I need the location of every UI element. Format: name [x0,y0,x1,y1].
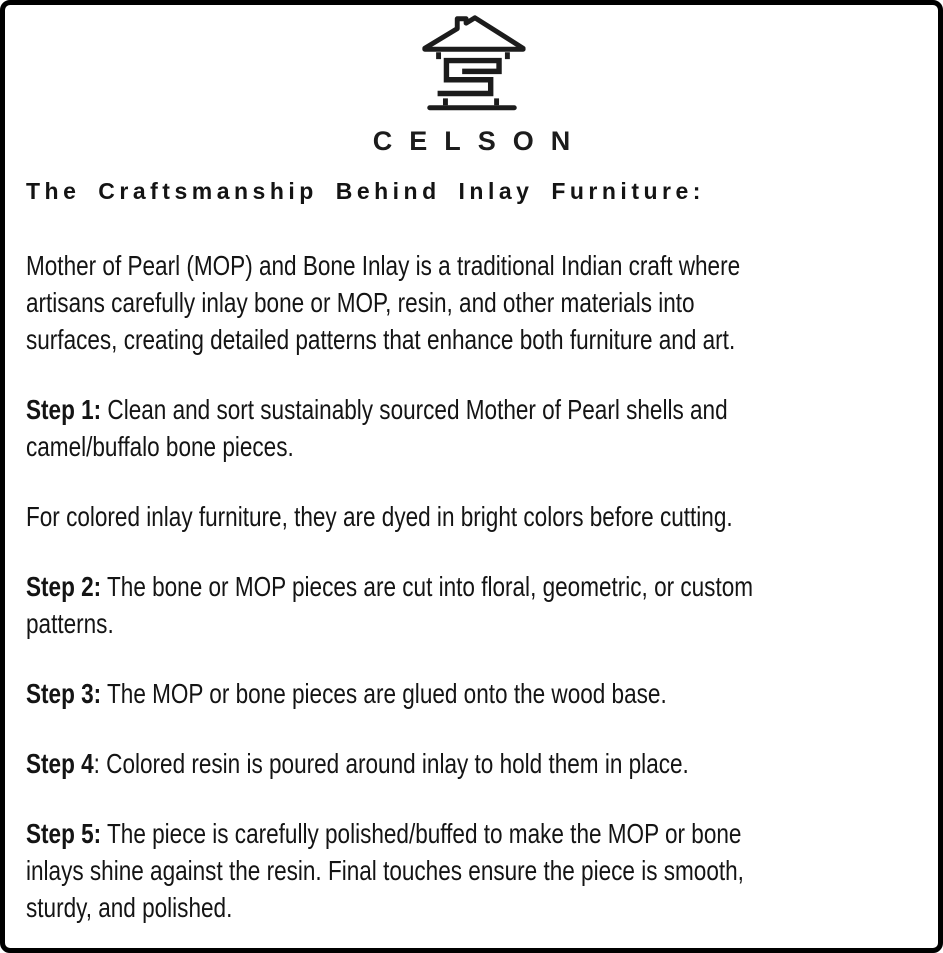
paragraph: Mother of Pearl (MOP) and Bone Inlay is a traditional Indian craft where artisans carefully inlay bone or MOP, resin, and other materials into surfaces, creating detailed patterns that enhance both furniture and art. [26,250,741,355]
article-body [26,247,928,926]
step-label: Step 1: [26,394,102,425]
brand-header [5,5,938,157]
paragraph: Step 4: Colored resin is poured around inlay to hold them in place. [26,748,689,779]
paragraph: Step 3: The MOP or bone pieces are glued onto the wood base. [26,678,667,709]
step-label: Step 3: [26,678,102,709]
house-monogram-logo-icon [5,12,938,116]
step-label: Step 4 [26,748,94,779]
paragraph: Step 1: Clean and sort sustainably sourced Mother of Pearl shells and camel/buffalo bone pieces. [26,394,728,462]
paragraph: Step 5: The piece is carefully polished/buffed to make the MOP or bone inlays shine against the resin. Final touches ensure the piece is smooth, sturdy, and polished. [26,818,744,923]
step-label: Step 5: [26,818,102,849]
step-label: Step 2: [26,571,102,602]
page-title: The Craftsmanship Behind Inlay Furniture: [26,178,705,204]
brand-name: CELSON [372,126,588,156]
paragraph: For colored inlay furniture, they are dyed in bright colors before cutting. [26,501,733,532]
paragraph: Step 2: The bone or MOP pieces are cut into floral, geometric, or custom patterns. [26,571,754,639]
